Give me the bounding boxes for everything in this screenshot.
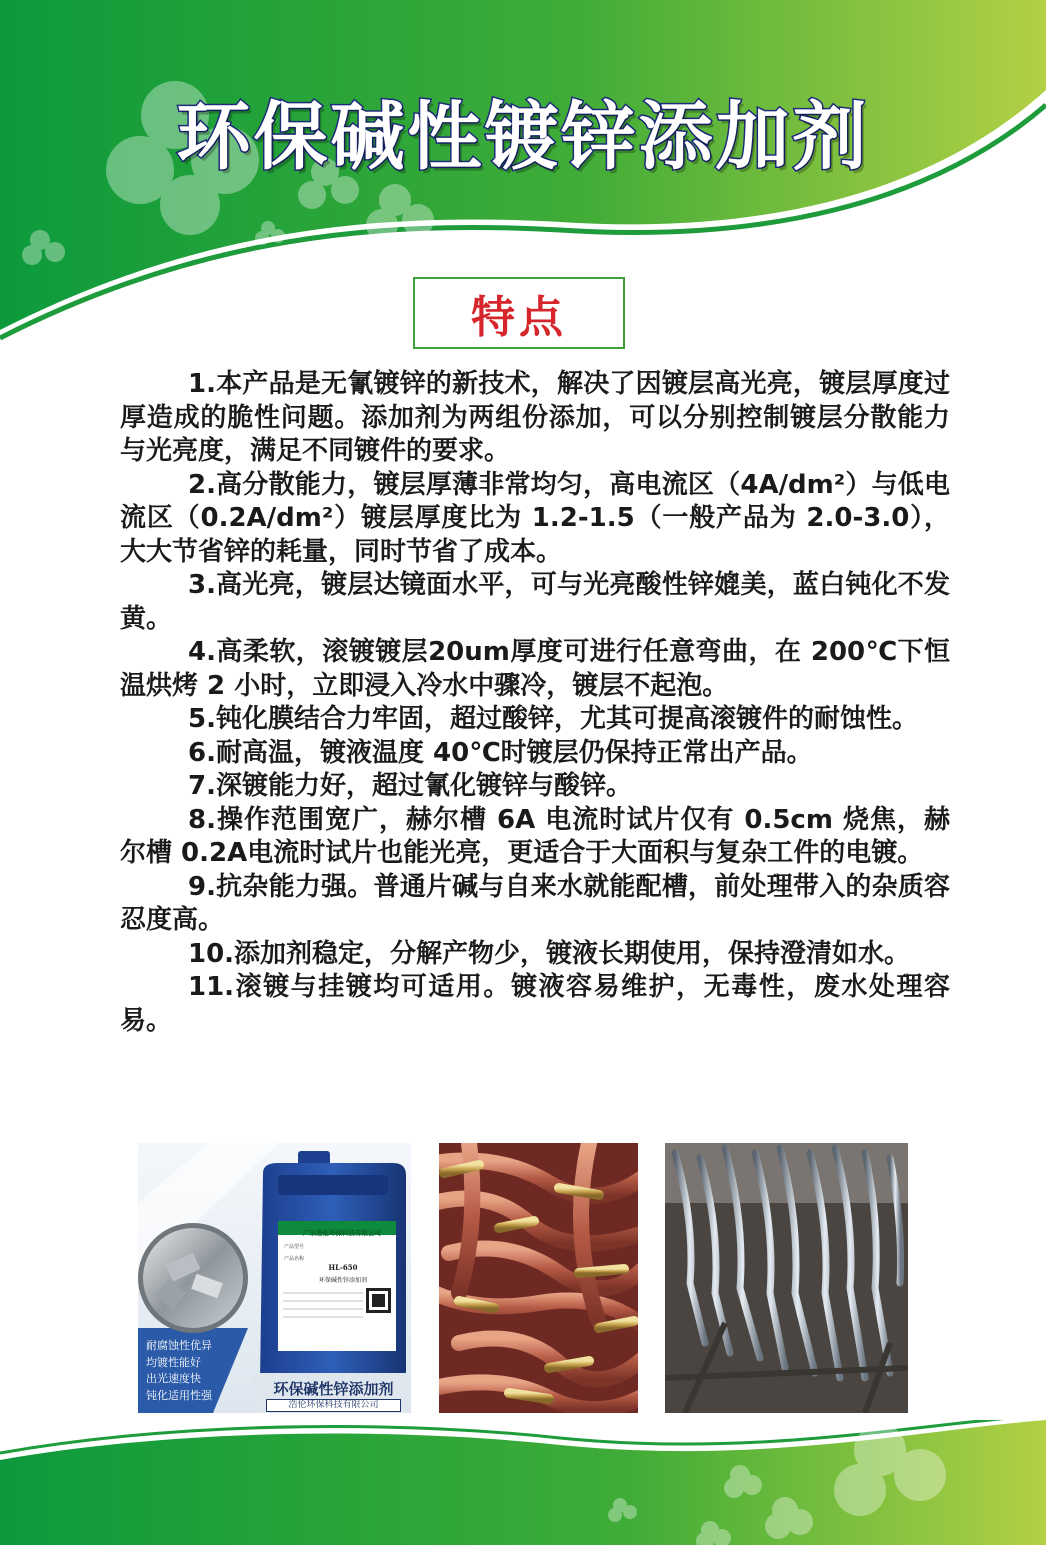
product-image bbox=[138, 1143, 411, 1413]
feature-item: 10.添加剂稳定，分解产物少，镀液长期使用，保持澄清如水。 bbox=[188, 938, 911, 969]
feature-item: 6.耐高温，镀液温度 40℃时镀层仍保持正常出产品。 bbox=[188, 737, 813, 768]
label-field-name: 产品名称 bbox=[284, 1256, 305, 1262]
poster-title: 环保碱性镀锌添加剂 bbox=[176, 94, 870, 180]
label-product: 环保碱性锌添加剂 bbox=[318, 1277, 367, 1284]
benefit-item: 耐腐蚀性优异 bbox=[146, 1339, 212, 1352]
label-company: 广东浩伦环保科技有限公司 bbox=[303, 1229, 381, 1237]
feature-item: 5.钝化膜结合力牢固，超过酸锌，尤其可提高滚镀件的耐蚀性。 bbox=[188, 704, 918, 734]
panel-company-name: 浩伦环保科技有限公司 bbox=[266, 1399, 401, 1412]
feature-item: 1.本产品是无氰镀锌的新技术，解决了因镀层高光亮，镀层厚度过厚造成的脆性问题。添加剂为两组份添加，可以分别控制镀层分散能力与光亮度，满足不同镀件的要求。 bbox=[120, 369, 950, 466]
hose-fittings-photo bbox=[439, 1143, 638, 1413]
benefit-item: 均镀性能好 bbox=[146, 1355, 201, 1369]
hose-fittings-illustration bbox=[439, 1143, 638, 1413]
benefit-item: 出光速度快 bbox=[146, 1372, 201, 1385]
panel-product-name: 环保碱性锌添加剂 bbox=[273, 1380, 394, 1398]
label-field-model: 产品型号 bbox=[284, 1244, 305, 1250]
benefit-item: 钝化适用性强 bbox=[146, 1388, 212, 1402]
label-model: HL-650 bbox=[328, 1263, 358, 1272]
footer-background bbox=[0, 1420, 1046, 1545]
feature-list bbox=[120, 368, 950, 1038]
features-heading-box bbox=[413, 277, 625, 349]
feature-item: 9.抗杂能力强。普通片碱与自来水就能配槽，前处理带入的杂质容忍度高。 bbox=[120, 871, 950, 935]
product-photos bbox=[0, 1143, 1046, 1413]
feature-item: 8.操作范围宽广，赫尔槽 6A 电流时试片仅有 0.5cm 烧焦，赫尔槽 0.2A电流时试片也能光亮，更适合于大面积与复杂工件的电镀。 bbox=[120, 804, 950, 868]
plated-parts-rack-illustration bbox=[665, 1143, 908, 1413]
feature-item: 4.高柔软，滚镀镀层20um厚度可进行任意弯曲，在 200℃下恒温烘烤 2 小时，立即浸入冷水中骤冷，镀层不起泡。 bbox=[120, 637, 950, 701]
feature-item: 7.深镀能力好，超过氰化镀锌与酸锌。 bbox=[188, 771, 632, 801]
feature-item: 11.滚镀与挂镀均可适用。镀液容易维护，无毒性，废水处理容易。 bbox=[120, 972, 950, 1036]
features-heading: 特点 bbox=[471, 292, 567, 343]
benefit-list bbox=[146, 1338, 212, 1404]
feature-item: 3.高光亮，镀层达镜面水平，可与光亮酸性锌媲美，蓝白钝化不发黄。 bbox=[120, 570, 950, 634]
feature-item: 2.高分散能力，镀层厚薄非常均匀，高电流区（4A/dm²）与低电流区（0.2A/dm²）镀层厚度比为 1.2-1.5（一般产品为 2.0-3.0），大大节省锌的耗量，同时节省了成本。 bbox=[120, 469, 950, 567]
plated-parts-rack-photo bbox=[665, 1143, 908, 1413]
